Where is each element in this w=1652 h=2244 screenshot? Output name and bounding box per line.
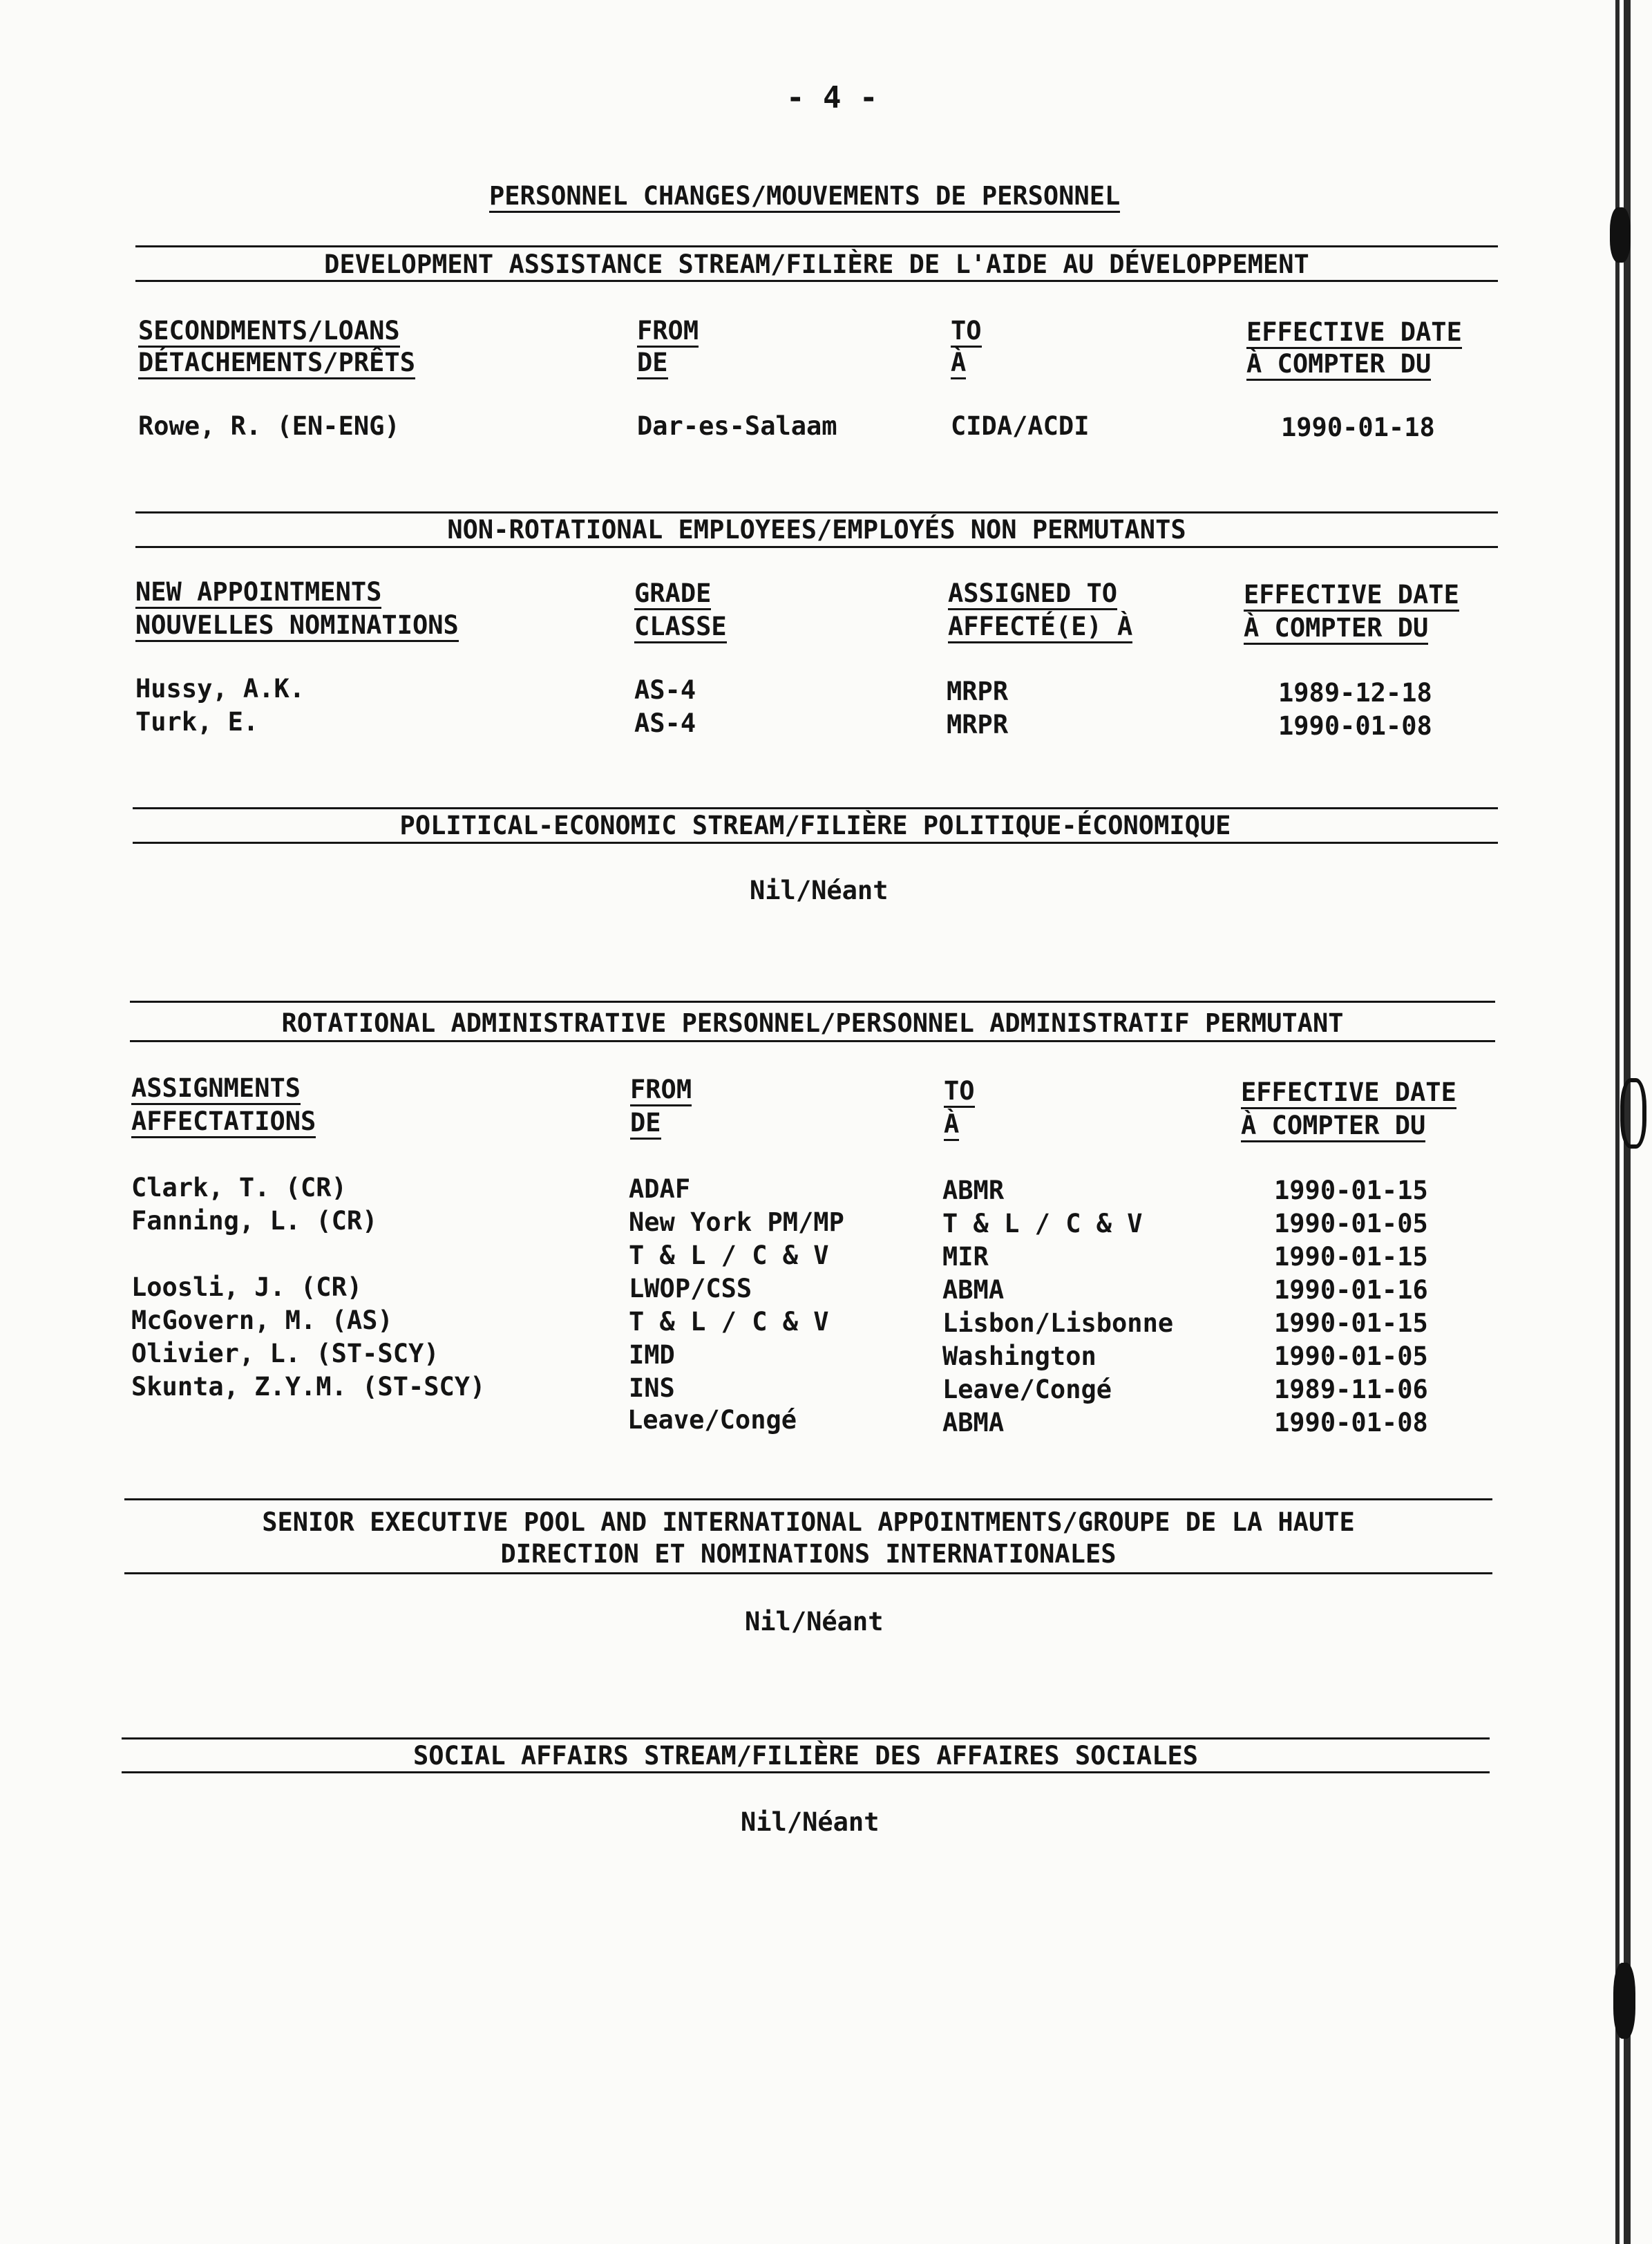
section-rule xyxy=(122,1771,1490,1773)
table-cell: 1990-01-08 xyxy=(1278,711,1432,741)
table-cell: Leave/Congé xyxy=(627,1405,797,1435)
col-header-nouvelles-nominations: NOUVELLES NOMINATIONS xyxy=(135,612,459,642)
col-header-a-compter-du: À COMPTER DU xyxy=(1241,1113,1425,1142)
section-rule xyxy=(135,245,1498,247)
col-header-assigned-to: ASSIGNED TO xyxy=(948,581,1117,610)
section-heading-senior-line2: DIRECTION ET NOMINATIONS INTERNATIONALES xyxy=(500,1539,1117,1569)
table-cell: 1989-12-18 xyxy=(1278,678,1432,708)
col-header-assignments: ASSIGNMENTS xyxy=(131,1075,301,1105)
col-header-from: FROM xyxy=(630,1077,692,1106)
table-cell: 1990-01-05 xyxy=(1274,1341,1428,1371)
table-cell: T & L / C & V xyxy=(942,1209,1143,1238)
col-header-effective-date: EFFECTIVE DATE xyxy=(1241,1079,1456,1109)
section-heading-non-rotational: NON-ROTATIONAL EMPLOYEES/EMPLOYÉS NON PERMUTANTS xyxy=(447,515,1186,545)
section-rule xyxy=(133,842,1498,844)
table-cell: LWOP/CSS xyxy=(629,1274,752,1303)
table-cell: Hussy, A.K. xyxy=(135,674,305,704)
section-rule xyxy=(130,1001,1495,1003)
section-rule xyxy=(122,1737,1490,1739)
table-cell: 1990-01-15 xyxy=(1274,1176,1428,1205)
section-heading-development: DEVELOPMENT ASSISTANCE STREAM/FILIÈRE DE L'AIDE AU DÉVELOPPEMENT xyxy=(324,249,1309,279)
table-cell: Clark, T. (CR) xyxy=(131,1173,347,1203)
section-rule xyxy=(135,546,1498,548)
table-cell: INS xyxy=(629,1373,675,1403)
table-cell: Lisbon/Lisbonne xyxy=(942,1308,1174,1338)
table-cell: T & L / C & V xyxy=(629,1241,829,1270)
table-cell: ABMR xyxy=(942,1176,1005,1205)
table-cell: 1990-01-15 xyxy=(1274,1242,1428,1272)
table-cell: 1990-01-15 xyxy=(1274,1308,1428,1338)
col-header-effective-date: EFFECTIVE DATE xyxy=(1246,319,1462,349)
table-cell: Loosli, J. (CR) xyxy=(131,1272,363,1302)
section-rule xyxy=(130,1040,1495,1042)
nil-text: Nil/Néant xyxy=(741,1807,880,1837)
col-header-detachements: DÉTACHEMENTS/PRÊTS xyxy=(138,350,415,379)
table-cell: CIDA/ACDI xyxy=(951,411,1090,441)
col-header-new-appointments: NEW APPOINTMENTS xyxy=(135,579,381,609)
table-cell: ABMA xyxy=(942,1275,1005,1305)
col-header-from: FROM xyxy=(637,318,699,348)
col-header-de: DE xyxy=(637,350,668,379)
table-cell: MIR xyxy=(942,1242,989,1272)
section-rule xyxy=(135,280,1498,282)
table-cell: T & L / C & V xyxy=(629,1307,829,1337)
section-heading-senior xyxy=(124,1507,1492,1571)
col-header-a: À xyxy=(944,1111,959,1141)
table-cell: Rowe, R. (EN-ENG) xyxy=(138,411,400,441)
page-title: PERSONNEL CHANGES/MOUVEMENTS DE PERSONNEL xyxy=(489,183,1120,213)
table-cell: MRPR xyxy=(947,710,1009,739)
table-cell: Olivier, L. (ST-SCY) xyxy=(131,1339,439,1368)
nil-text: Nil/Néant xyxy=(745,1607,884,1637)
table-cell: Skunta, Z.Y.M. (ST-SCY) xyxy=(131,1372,486,1402)
table-cell: MRPR xyxy=(947,677,1009,706)
table-cell: 1989-11-06 xyxy=(1274,1375,1428,1404)
section-heading-senior-line1: SENIOR EXECUTIVE POOL AND INTERNATIONAL APPOINTMENTS/GROUPE DE LA HAUTE xyxy=(262,1507,1355,1537)
table-cell: ADAF xyxy=(629,1174,691,1204)
table-cell: IMD xyxy=(629,1340,675,1370)
nil-text: Nil/Néant xyxy=(750,876,889,905)
table-cell: AS-4 xyxy=(634,675,696,705)
binder-hole-mark xyxy=(1620,1078,1646,1149)
binder-hole-mark xyxy=(1610,207,1631,263)
table-cell: Leave/Congé xyxy=(942,1375,1112,1404)
table-cell: McGovern, M. (AS) xyxy=(131,1305,393,1335)
section-rule xyxy=(124,1498,1492,1500)
col-header-affecte-a: AFFECTÉ(E) À xyxy=(948,614,1132,643)
col-header-a-compter-du: À COMPTER DU xyxy=(1244,615,1428,645)
table-cell: Washington xyxy=(942,1341,1096,1371)
table-cell: Fanning, L. (CR) xyxy=(131,1206,378,1236)
col-header-to: TO xyxy=(951,318,982,348)
table-cell: Dar-es-Salaam xyxy=(637,411,837,441)
table-cell: 1990-01-16 xyxy=(1274,1275,1428,1305)
section-heading-rotational: ROTATIONAL ADMINISTRATIVE PERSONNEL/PERSONNEL ADMINISTRATIF PERMUTANT xyxy=(281,1008,1344,1038)
col-header-de: DE xyxy=(630,1110,661,1140)
section-heading-social: SOCIAL AFFAIRS STREAM/FILIÈRE DES AFFAIRES SOCIALES xyxy=(412,1741,1199,1771)
col-header-grade: GRADE xyxy=(634,581,711,610)
col-header-to: TO xyxy=(944,1078,975,1108)
section-rule xyxy=(124,1572,1492,1574)
section-rule xyxy=(133,807,1498,809)
col-header-effective-date: EFFECTIVE DATE xyxy=(1244,582,1459,612)
table-cell: 1990-01-08 xyxy=(1274,1408,1428,1437)
page-number: - 4 - xyxy=(786,80,878,115)
col-header-a-compter-du: À COMPTER DU xyxy=(1246,351,1431,381)
table-cell: ABMA xyxy=(942,1408,1005,1437)
col-header-secondments: SECONDMENTS/LOANS xyxy=(138,318,400,348)
binder-hole-mark xyxy=(1613,1963,1635,2039)
col-header-a: À xyxy=(951,350,966,379)
col-header-classe: CLASSE xyxy=(634,614,727,643)
table-cell: Turk, E. xyxy=(135,707,259,737)
table-cell: 1990-01-05 xyxy=(1274,1209,1428,1238)
table-cell: New York PM/MP xyxy=(629,1207,844,1237)
section-heading-political: POLITICAL-ECONOMIC STREAM/FILIÈRE POLITIQUE-ÉCONOMIQUE xyxy=(399,811,1231,840)
table-cell: 1990-01-18 xyxy=(1281,413,1435,442)
col-header-affectations: AFFECTATIONS xyxy=(131,1109,316,1138)
table-cell: AS-4 xyxy=(634,708,696,738)
section-rule xyxy=(135,511,1498,513)
